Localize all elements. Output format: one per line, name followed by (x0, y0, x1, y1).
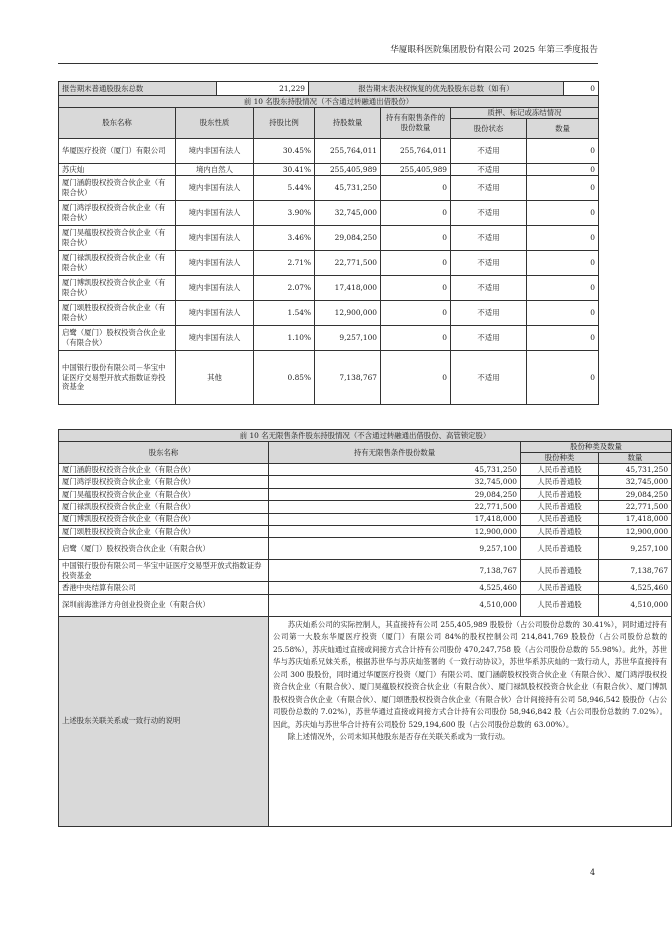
holder-pledge-qty: 0 (527, 226, 599, 251)
holder-name: 厦门涵蔚股权投资合伙企业（有限合伙） (59, 176, 176, 201)
col-header-type-group: 股份种类及数量 (521, 442, 672, 453)
table-row (59, 164, 599, 176)
holder-name: 启鹭（厦门）股权投资合伙企业（有限合伙） (59, 538, 269, 560)
holder-restricted: 0 (381, 351, 451, 405)
share-type-qty: 4,510,000 (599, 594, 672, 616)
holder-restricted: 0 (381, 226, 451, 251)
holder-name: 深圳前海淮泽方舟创业投资企业（有限合伙） (59, 594, 269, 616)
common-holders-value: 21,229 (217, 82, 309, 97)
holder-quantity: 255,405,989 (315, 164, 381, 176)
holder-name: 厦门昊蕴股权投资合伙企业（有限合伙） (59, 226, 176, 251)
table-row (59, 513, 672, 525)
holder-nature: 境内非国有法人 (176, 326, 254, 351)
holder-pledge-qty: 0 (527, 351, 599, 405)
table-row (59, 326, 599, 351)
holder-quantity: 7,138,767 (315, 351, 381, 405)
holder-pledge-status: 不适用 (451, 351, 527, 405)
holder-name: 厦门博凯股权投资合伙企业（有限合伙） (59, 276, 176, 301)
share-type-qty: 7,138,767 (599, 560, 672, 582)
col-header-name: 股东名称 (59, 442, 269, 464)
col-header-unrestricted-qty: 持有无限售条件股份数量 (269, 442, 521, 464)
holder-nature: 境内非国有法人 (176, 301, 254, 326)
holder-pledge-qty: 0 (527, 326, 599, 351)
col-header-name: 股东名称 (59, 108, 176, 139)
relation-paragraph: 除上述情况外，公司未知其他股东是否存在关联关系或为一致行动。 (287, 732, 510, 742)
share-type-qty: 9,257,100 (599, 538, 672, 560)
col-header-ratio: 持股比例 (254, 108, 315, 139)
table-row (59, 351, 599, 405)
holder-restricted: 0 (381, 201, 451, 226)
holder-nature: 境内非国有法人 (176, 176, 254, 201)
holder-name: 厦门博凯股权投资合伙企业（有限合伙） (59, 513, 269, 525)
preferred-holders-value: 0 (564, 82, 599, 97)
relation-label: 上述股东关联关系或一致行动的说明 (59, 616, 269, 826)
holder-pledge-qty: 0 (527, 251, 599, 276)
holder-pledge-qty: 0 (527, 176, 599, 201)
holder-name: 中国银行股份有限公司－华宝中证医疗交易型开放式指数证券投资基金 (59, 560, 269, 582)
top10-shareholders-table (58, 95, 599, 405)
holder-unrestricted-qty: 22,771,500 (269, 501, 521, 513)
table-row (59, 538, 672, 560)
unrestricted-shareholders-table (58, 429, 672, 827)
holder-nature: 境内非国有法人 (176, 139, 254, 164)
holder-unrestricted-qty: 9,257,100 (269, 538, 521, 560)
table-row (59, 501, 672, 513)
report-header: 华厦眼科医院集团股份有限公司 2025 年第三季度报告 (390, 45, 598, 55)
table-row (59, 301, 599, 326)
col-header-restricted: 持有有限售条件的股份数量 (381, 108, 451, 139)
table-row (59, 488, 672, 500)
share-type-qty: 22,771,500 (599, 501, 672, 513)
holder-nature: 境内非国有法人 (176, 201, 254, 226)
holder-quantity: 12,900,000 (315, 301, 381, 326)
holder-name: 华厦医疗投资（厦门）有限公司 (59, 139, 176, 164)
holder-pledge-status: 不适用 (451, 301, 527, 326)
table-row (59, 276, 599, 301)
holder-pledge-status: 不适用 (451, 139, 527, 164)
holder-pledge-qty: 0 (527, 276, 599, 301)
holder-pledge-qty: 0 (527, 139, 599, 164)
share-type: 人民币普通股 (521, 560, 599, 582)
share-type: 人民币普通股 (521, 488, 599, 500)
holder-name: 厦门禄凯股权投资合伙企业（有限合伙） (59, 251, 176, 276)
holder-unrestricted-qty: 7,138,767 (269, 560, 521, 582)
top10-section-title: 前 10 名股东持股情况（不含通过转融通出借股份） (59, 96, 599, 108)
holder-quantity: 17,418,000 (315, 276, 381, 301)
holder-name: 厦门涵蔚股权投资合伙企业（有限合伙） (59, 464, 269, 476)
holder-quantity: 255,764,011 (315, 139, 381, 164)
holder-nature: 境内非国有法人 (176, 276, 254, 301)
holder-restricted: 0 (381, 176, 451, 201)
holder-unrestricted-qty: 45,731,250 (269, 464, 521, 476)
holder-pledge-status: 不适用 (451, 326, 527, 351)
share-type-qty: 4,525,460 (599, 582, 672, 594)
holder-nature: 境内非国有法人 (176, 226, 254, 251)
table-row (59, 176, 599, 201)
holder-restricted: 255,764,011 (381, 139, 451, 164)
holder-quantity: 45,731,250 (315, 176, 381, 201)
share-type: 人民币普通股 (521, 594, 599, 616)
holder-nature: 其他 (176, 351, 254, 405)
holder-unrestricted-qty: 32,745,000 (269, 476, 521, 488)
table-row (59, 226, 599, 251)
share-type: 人民币普通股 (521, 513, 599, 525)
share-type: 人民币普通股 (521, 525, 599, 537)
share-type: 人民币普通股 (521, 464, 599, 476)
table-row (59, 476, 672, 488)
holder-pledge-qty: 0 (527, 301, 599, 326)
holder-ratio: 3.46% (254, 226, 315, 251)
table-row (59, 201, 599, 226)
col-header-pledge-status: 股份状态 (451, 119, 527, 139)
holder-pledge-status: 不适用 (451, 276, 527, 301)
holder-ratio: 2.71% (254, 251, 315, 276)
share-type-qty: 32,745,000 (599, 476, 672, 488)
table-row (59, 594, 672, 616)
holder-ratio: 30.45% (254, 139, 315, 164)
holder-name: 厦门昊蕴股权投资合伙企业（有限合伙） (59, 488, 269, 500)
holder-pledge-status: 不适用 (451, 251, 527, 276)
holder-pledge-qty: 0 (527, 164, 599, 176)
holder-pledge-status: 不适用 (451, 164, 527, 176)
share-type-qty: 29,084,250 (599, 488, 672, 500)
col-header-pledge-group: 质押、标记或冻结情况 (451, 108, 599, 119)
col-header-type-qty: 数量 (599, 453, 672, 464)
col-header-type: 股份种类 (521, 453, 599, 464)
holder-name: 厦门鸿浮股权投资合伙企业（有限合伙） (59, 201, 176, 226)
holder-restricted: 255,405,989 (381, 164, 451, 176)
col-header-pledge-qty: 数量 (527, 119, 599, 139)
holder-unrestricted-qty: 12,900,000 (269, 525, 521, 537)
holder-ratio: 30.41% (254, 164, 315, 176)
holder-ratio: 1.54% (254, 301, 315, 326)
holder-restricted: 0 (381, 276, 451, 301)
holder-restricted: 0 (381, 326, 451, 351)
holder-unrestricted-qty: 4,510,000 (269, 594, 521, 616)
share-type-qty: 45,731,250 (599, 464, 672, 476)
holder-nature: 境内非国有法人 (176, 251, 254, 276)
holder-ratio: 0.85% (254, 351, 315, 405)
holder-quantity: 29,084,250 (315, 226, 381, 251)
holder-ratio: 3.90% (254, 201, 315, 226)
holder-quantity: 32,745,000 (315, 201, 381, 226)
table-row (59, 525, 672, 537)
share-type: 人民币普通股 (521, 476, 599, 488)
holder-pledge-qty: 0 (527, 201, 599, 226)
unrestricted-section-title: 前 10 名无限售条件股东持股情况（不含通过转融通出借股份、高管锁定股） (59, 430, 672, 442)
common-holders-label: 报告期末普通股股东总数 (59, 82, 217, 97)
share-type: 人民币普通股 (521, 538, 599, 560)
relation-description (269, 616, 672, 826)
page-number: 4 (590, 868, 596, 877)
col-header-nature: 股东性质 (176, 108, 254, 139)
table-row (59, 139, 599, 164)
holder-quantity: 9,257,100 (315, 326, 381, 351)
holder-pledge-status: 不适用 (451, 226, 527, 251)
table-row (59, 464, 672, 476)
holder-unrestricted-qty: 29,084,250 (269, 488, 521, 500)
holder-ratio: 2.07% (254, 276, 315, 301)
holder-name: 香港中央结算有限公司 (59, 582, 269, 594)
header-divider (58, 63, 598, 64)
table-row (59, 560, 672, 582)
col-header-quantity: 持股数量 (315, 108, 381, 139)
holder-name: 厦门颂胜股权投资合伙企业（有限合伙） (59, 301, 176, 326)
holder-pledge-status: 不适用 (451, 201, 527, 226)
holder-name: 苏庆灿 (59, 164, 176, 176)
holder-unrestricted-qty: 4,525,460 (269, 582, 521, 594)
relation-paragraph: 苏庆灿系公司的实际控制人，其直接持有公司 255,405,989 股股份（占公司股份总数的 30.41%），同时通过持有公司第一大股东华厦医疗投资（厦门）有限公司 84%的股权控制公司 214,841,769 股股份（占公司股份总数的 25.58%），苏庆灿通过直接或间接方式合计持有公司股份 470,247,758 股（占公司股份总数的 55.98%）。此外，苏世华与苏庆灿系兄妹关系，根据苏世华与苏庆灿签署的《一致行动协议》，苏世华系苏庆灿的一致行动人，苏世华直接持有公司 300 股股份，同时通过华厦医疗投资（厦门）有限公司、厦门涵蔚股权投资合伙企业（有限合伙）、厦门鸿浮股权投资合伙企业（有限合伙）、厦门昊蕴股权投资合伙企业（有限合伙）、厦门禄凯股权投资合伙企业（有限合伙）、厦门博凯股权投资合伙企业（有限合伙）、厦门颂胜股权投资合伙企业（有限合伙）合计间接持有公司 58,946,542 股股份（占公司股份总数的 7.02%），苏世华通过直接或间接方式合计持有公司股份 58,946,842 股（占公司股份总数的 7.02%）。因此，苏庆灿与苏世华合计持有公司股份 529,194,600 股（占公司股份总数的 63.00%）。 (273, 619, 668, 729)
holder-restricted: 0 (381, 251, 451, 276)
preferred-holders-label: 报告期末表决权恢复的优先股股东总数（如有） (309, 82, 564, 97)
table-row (59, 582, 672, 594)
holder-unrestricted-qty: 17,418,000 (269, 513, 521, 525)
share-type-qty: 12,900,000 (599, 525, 672, 537)
holder-name: 厦门禄凯股权投资合伙企业（有限合伙） (59, 501, 269, 513)
holder-name: 厦门颂胜股权投资合伙企业（有限合伙） (59, 525, 269, 537)
holder-name: 中国银行股份有限公司－华宝中证医疗交易型开放式指数证券投资基金 (59, 351, 176, 405)
holder-ratio: 1.10% (254, 326, 315, 351)
holder-nature: 境内自然人 (176, 164, 254, 176)
table-row (59, 251, 599, 276)
share-type: 人民币普通股 (521, 582, 599, 594)
holder-ratio: 5.44% (254, 176, 315, 201)
holder-name: 厦门鸿浮股权投资合伙企业（有限合伙） (59, 476, 269, 488)
holder-pledge-status: 不适用 (451, 176, 527, 201)
holder-name: 启鹭（厦门）股权投资合伙企业（有限合伙） (59, 326, 176, 351)
holder-restricted: 0 (381, 301, 451, 326)
share-type: 人民币普通股 (521, 501, 599, 513)
share-type-qty: 17,418,000 (599, 513, 672, 525)
holder-quantity: 22,771,500 (315, 251, 381, 276)
